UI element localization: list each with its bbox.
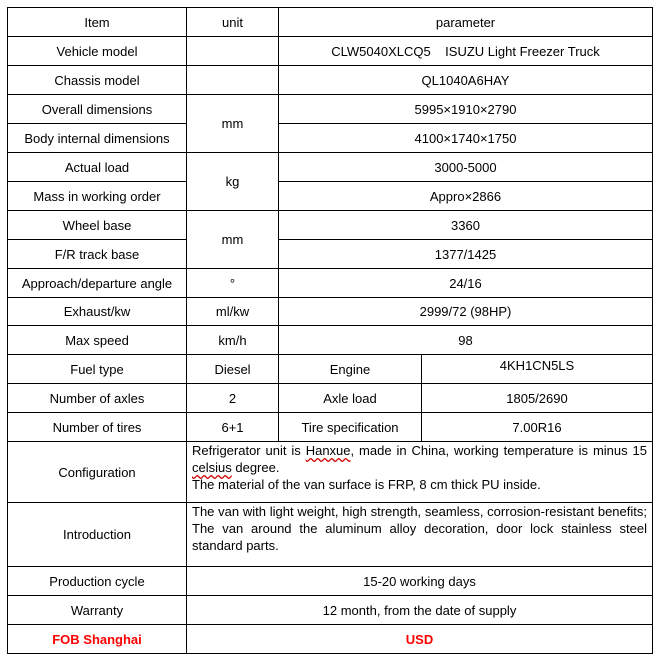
header-item: Item xyxy=(8,8,187,37)
table-row xyxy=(8,596,653,625)
table-row xyxy=(8,269,653,298)
header-row xyxy=(8,8,653,37)
tire-spec-value: 7.00R16 xyxy=(422,413,653,442)
track-base-label: F/R track base xyxy=(8,240,187,269)
engine-label: Engine xyxy=(279,355,422,384)
engine-value: 4KH1CN5LS xyxy=(422,355,653,384)
overall-dimensions-label: Overall dimensions xyxy=(8,95,187,124)
fob-value: USD xyxy=(187,625,653,654)
table-row xyxy=(8,503,653,567)
production-cycle-label: Production cycle xyxy=(8,567,187,596)
base-unit: mm xyxy=(187,211,279,269)
table-row xyxy=(8,37,653,66)
introduction-label: Introduction xyxy=(8,503,187,567)
table-row xyxy=(8,625,653,654)
axle-load-label: Axle load xyxy=(279,384,422,413)
tires-label: Number of tires xyxy=(8,413,187,442)
chassis-model-value: QL1040A6HAY xyxy=(279,66,653,95)
configuration-text-e: degree. xyxy=(231,460,280,475)
exhaust-unit: ml/kw xyxy=(187,298,279,326)
exhaust-value: 2999/72 (98HP) xyxy=(279,298,653,326)
wheel-base-value: 3360 xyxy=(279,211,653,240)
body-internal-dimensions-value: 4100×1740×1750 xyxy=(279,124,653,153)
warranty-label: Warranty xyxy=(8,596,187,625)
table-row xyxy=(8,240,653,269)
axles-label: Number of axles xyxy=(8,384,187,413)
table-row xyxy=(8,567,653,596)
production-cycle-value: 15-20 working days xyxy=(187,567,653,596)
configuration-paragraph-2: The material of the van surface is FRP, 8 cm thick PU inside. xyxy=(192,477,541,492)
header-parameter: parameter xyxy=(279,8,653,37)
table-row xyxy=(8,211,653,240)
actual-load-label: Actual load xyxy=(8,153,187,182)
configuration-paragraph-1 xyxy=(192,442,647,476)
configuration-text-c: , made in China, working temperature is minus 15 xyxy=(350,443,647,458)
header-unit: unit xyxy=(187,8,279,37)
mass-unit: kg xyxy=(187,153,279,211)
axles-unit: 2 xyxy=(187,384,279,413)
max-speed-value: 98 xyxy=(279,326,653,355)
chassis-model-label: Chassis model xyxy=(8,66,187,95)
vehicle-model-unit xyxy=(187,37,279,66)
overall-dimensions-value: 5995×1910×2790 xyxy=(279,95,653,124)
chassis-model-unit xyxy=(187,66,279,95)
mass-working-order-value: Appro×2866 xyxy=(279,182,653,211)
approach-angle-value: 24/16 xyxy=(279,269,653,298)
table-row xyxy=(8,326,653,355)
body-internal-dimensions-label: Body internal dimensions xyxy=(8,124,187,153)
wheel-base-label: Wheel base xyxy=(8,211,187,240)
max-speed-unit: km/h xyxy=(187,326,279,355)
table-row xyxy=(8,298,653,326)
max-speed-label: Max speed xyxy=(8,326,187,355)
table-row xyxy=(8,124,653,153)
vehicle-model-label: Vehicle model xyxy=(8,37,187,66)
warranty-value: 12 month, from the date of supply xyxy=(187,596,653,625)
configuration-text-b: Hanxue xyxy=(305,443,351,458)
table-row xyxy=(8,66,653,95)
table-row xyxy=(8,355,653,384)
fob-label: FOB Shanghai xyxy=(8,625,187,654)
axle-load-value: 1805/2690 xyxy=(422,384,653,413)
table-row xyxy=(8,95,653,124)
configuration-text-d: celsius xyxy=(192,460,232,475)
spec-table xyxy=(7,7,653,654)
configuration-value xyxy=(187,442,653,503)
configuration-label: Configuration xyxy=(8,442,187,503)
approach-angle-label: Approach/departure angle xyxy=(8,269,187,298)
table-row xyxy=(8,384,653,413)
table-row xyxy=(8,413,653,442)
table-row xyxy=(8,182,653,211)
tires-unit: 6+1 xyxy=(187,413,279,442)
track-base-value: 1377/1425 xyxy=(279,240,653,269)
dimensions-unit: mm xyxy=(187,95,279,153)
table-row xyxy=(8,153,653,182)
actual-load-value: 3000-5000 xyxy=(279,153,653,182)
configuration-text-a: Refrigerator unit is xyxy=(192,443,306,458)
fuel-type-label: Fuel type xyxy=(8,355,187,384)
table-row xyxy=(8,442,653,503)
fuel-type-unit: Diesel xyxy=(187,355,279,384)
mass-working-order-label: Mass in working order xyxy=(8,182,187,211)
exhaust-label: Exhaust/kw xyxy=(8,298,187,326)
tire-spec-label: Tire specification xyxy=(279,413,422,442)
vehicle-model-value: CLW5040XLCQ5 ISUZU Light Freezer Truck xyxy=(279,37,653,66)
approach-angle-unit: ° xyxy=(187,269,279,298)
introduction-value: The van with light weight, high strength, seamless, corrosion-resistant benefits; The van around the aluminum alloy decoration, door lock stainless steel standard parts. xyxy=(187,503,653,567)
